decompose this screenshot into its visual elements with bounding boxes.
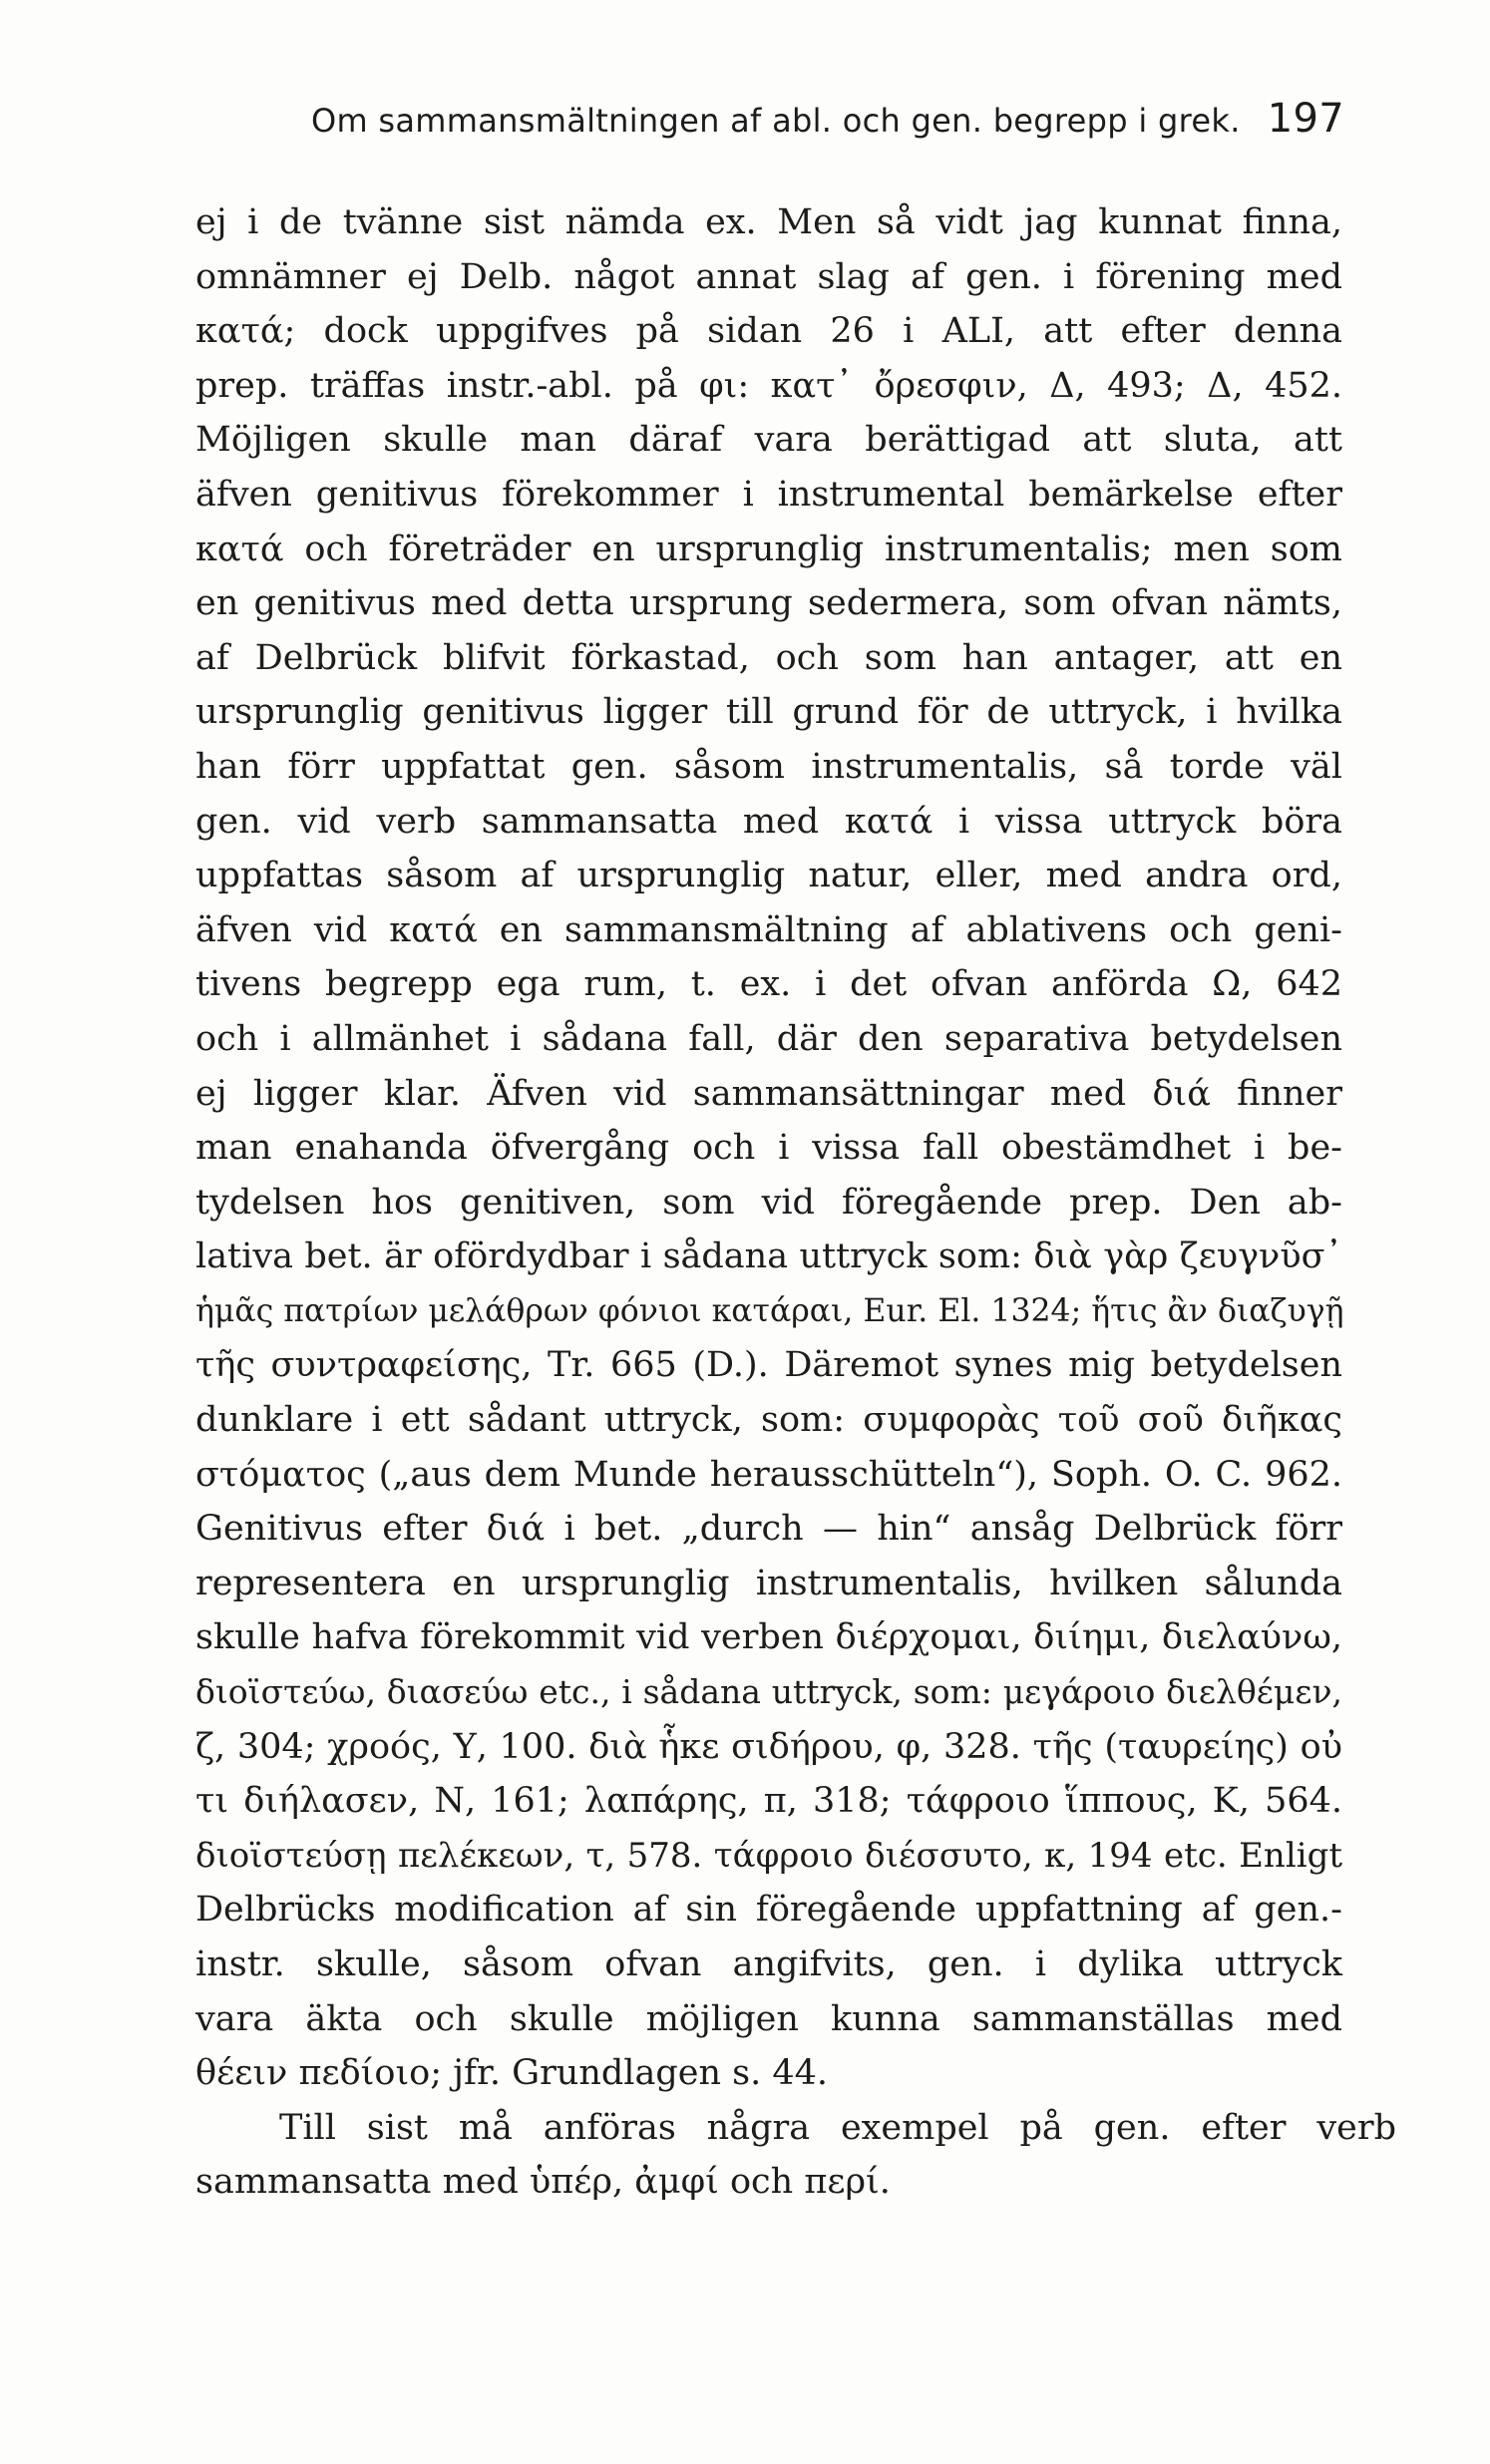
text-line: äfven genitivus förekommer i instrumental bemärkelse efter [195,474,1342,515]
text-line: Delbrücks modification af sin föregående uppfattning af gen.- [195,1890,1342,1931]
text-line: στόματος („aus dem Munde herausschütteln“), Soph. O. C. 962. [195,1454,1342,1495]
text-line: äfven vid κατά en sammansmältning af ablativens och geni- [195,909,1342,950]
text-line: lativa bet. är ofördydbar i sådana uttryck som: διὰ γὰρ ζευγνῦσ᾽ [195,1236,1342,1277]
text-line: dunklare i ett sådant uttryck, som: συμφορὰς τοῦ σοῦ διῆκας [195,1400,1342,1441]
text-line: en genitivus med detta ursprung sedermera, som ofvan nämts, [195,583,1342,624]
text-line: ursprunglig genitivus ligger till grund för de uttryck, i hvilka [195,692,1342,733]
text-line: τῆς συντραφείσης, Tr. 665 (D.). Däremot synes mig betydelsen [195,1345,1342,1386]
text-line: skulle hafva förekommit vid verben διέρχομαι, διίημι, διελαύνω, [195,1617,1342,1658]
text-line: ej i de tvänne sist nämda ex. Men så vidt jag kunnat finna, [195,202,1342,242]
text-line: κατά och företräder en ursprunglig instrumentalis; men som [195,528,1342,569]
page-number: 197 [1267,96,1344,142]
text-line: τι διήλασεν, Ν, 161; λαπάρης, π, 318; τάφροιο ἵππους, Κ, 564. [195,1781,1342,1822]
text-line: vara äkta och skulle möjligen kunna sammanställas med [195,1998,1342,2039]
text-line: uppfattas såsom af ursprunglig natur, eller, med andra ord, [195,856,1342,896]
text-line: omnämner ej Delb. något annat slag af gen. i förening med [195,256,1342,297]
running-title: Om sammansmältningen af abl. och gen. begrepp i grek. [311,102,1241,140]
text-line: κατά; dock uppgifves på sidan 26 i ALI, att efter denna [195,311,1342,352]
text-line: tydelsen hos genitiven, som vid föregående prep. Den ab- [195,1182,1342,1223]
text-line: Genitivus efter διά i bet. „durch — hin“ ansåg Delbrück förr [195,1509,1342,1550]
text-line: ζ, 304; χροός, Υ, 100. διὰ ἧκε σιδήρου, φ, 328. τῆς (ταυρείης) οὐ [195,1726,1342,1767]
text-line: θέειν πεδίοιο; jfr. Grundlagen s. 44. [195,2053,829,2094]
text-line: ej ligger klar. Äfven vid sammansättningar med διά finner [195,1073,1342,1114]
text-line: sammansatta med ὑπέρ, ἀμφί och περί. [195,2162,891,2203]
text-line: Möjligen skulle man däraf vara berättigad att sluta, att [195,420,1342,461]
text-line: ἡμᾶς πατρίων μελάθρων φόνιοι κατάραι, Eur. El. 1324; ἥτις ἂν διαζυγῇ [195,1292,1344,1329]
running-header [311,96,1344,162]
text-line: han förr uppfattat gen. såsom instrumentalis, så torde väl [195,746,1342,787]
text-line: Till sist må anföras några exempel på gen. efter verb [279,2107,1396,2148]
text-line: gen. vid verb sammansatta med κατά i vissa uttryck böra [195,801,1342,842]
text-line: af Delbrück blifvit förkastad, och som han antager, att en [195,637,1342,678]
text-line: tivens begrepp ega rum, t. ex. i det ofvan anförda Ω, 642 [195,964,1342,1005]
text-line: representera en ursprunglig instrumentalis, hvilken sålunda [195,1563,1342,1603]
text-line: man enahanda öfvergång och i vissa fall obestämdhet i be- [195,1128,1342,1169]
text-line: instr. skulle, såsom ofvan angifvits, gen. i dylika uttryck [195,1944,1342,1984]
text-line: och i allmänhet i sådana fall, där den separativa betydelsen [195,1018,1342,1059]
text-line: διοϊστεύω, διασεύω etc., i sådana uttryck, som: μεγάροιο διελθέμεν, [195,1672,1342,1712]
text-line: prep. träffas instr.-abl. på φι: κατ᾽ ὄρεσφιν, Δ, 493; Δ, 452. [195,365,1342,406]
text-line: διοϊστεύσῃ πελέκεων, τ, 578. τάφροιο διέσσυτο, κ, 194 etc. Enligt [195,1835,1342,1876]
body-text [195,195,1396,2210]
